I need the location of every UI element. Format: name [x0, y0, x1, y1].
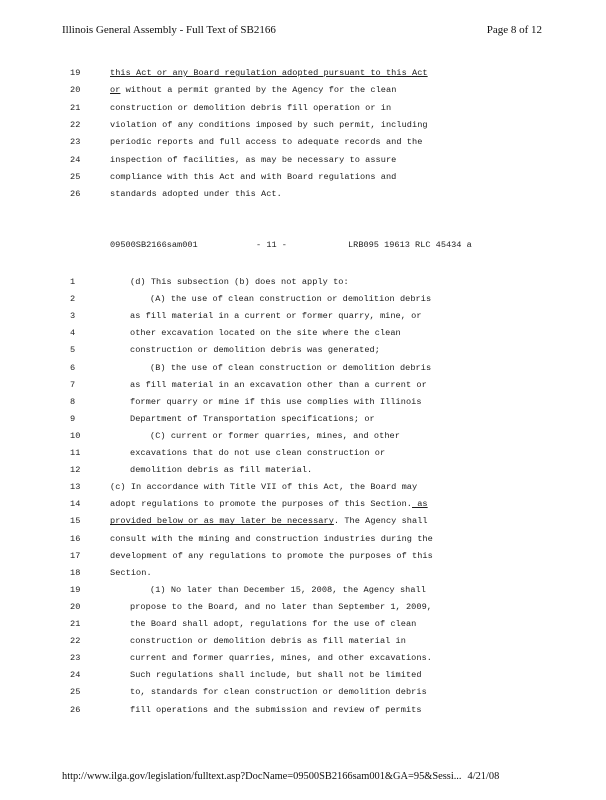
line-text-segment: to, standards for clean construction or demolition debris — [130, 687, 427, 698]
line-text — [110, 549, 433, 563]
line-number: 12 — [70, 465, 81, 476]
line-number: 19 — [70, 68, 81, 78]
footer-url: http://www.ilga.gov/legislation/fulltext.asp?DocName=09500SB2166sam001&GA=95&Sessi... — [62, 771, 462, 782]
line-text — [130, 412, 375, 426]
text-line — [0, 600, 606, 614]
line-text — [110, 497, 428, 511]
underlined-amendment-text: as — [412, 499, 428, 510]
line-text — [130, 634, 406, 648]
line-number: 10 — [70, 430, 81, 441]
line-number: 13 — [70, 482, 81, 493]
text-line — [0, 549, 606, 563]
line-number: 23 — [70, 137, 81, 148]
bill-doc-id: 09500SB2166sam001 — [110, 240, 198, 250]
text-line — [0, 634, 606, 648]
line-text — [110, 83, 396, 97]
bill-page-label: - 11 - — [256, 240, 287, 250]
text-line — [0, 703, 606, 717]
line-text-segment: (c) In accordance with Title VII of this Act, the Board may — [110, 482, 418, 493]
underlined-amendment-text: this Act or any Board regulation adopted pursuant to this Act — [110, 68, 428, 78]
line-number: 18 — [70, 567, 81, 578]
line-number: 4 — [70, 328, 76, 339]
line-text — [110, 135, 422, 149]
text-line — [0, 361, 606, 375]
bill-page-header — [110, 240, 490, 280]
line-text-segment: development of any regulations to promote the purposes of this — [110, 550, 433, 561]
line-number: 11 — [70, 448, 81, 458]
page-header-title: Illinois General Assembly - Full Text of SB2166 — [62, 24, 276, 36]
text-line — [0, 101, 606, 115]
line-text — [130, 309, 422, 323]
line-text-segment: (B) the use of clean construction or demolition debris — [150, 362, 432, 373]
line-text-segment: as fill material in an excavation other than a current or — [130, 379, 427, 390]
line-text — [150, 583, 426, 597]
line-text — [150, 361, 431, 375]
line-text — [110, 187, 282, 201]
line-text — [130, 446, 385, 460]
line-number: 24 — [70, 154, 81, 165]
text-line — [0, 480, 606, 494]
line-text — [110, 101, 391, 115]
text-line — [0, 309, 606, 323]
line-text — [110, 66, 428, 80]
line-number: 26 — [70, 189, 81, 200]
line-number: 7 — [70, 379, 76, 390]
line-text-segment: other excavation located on the site where the clean — [130, 328, 401, 339]
text-line — [0, 412, 606, 426]
text-line — [0, 118, 606, 132]
line-text-segment: periodic reports and full access to adequate records and the — [110, 137, 423, 148]
line-text-segment: violation of any conditions imposed by such permit, including — [110, 119, 428, 130]
text-line — [0, 170, 606, 184]
text-line — [0, 378, 606, 392]
line-text — [110, 170, 396, 184]
text-line — [0, 83, 606, 97]
line-text-segment: construction or demolition debris as fill material in — [130, 636, 406, 647]
line-text-segment: propose to the Board, and no later than September 1, 2009, — [130, 601, 433, 612]
line-text — [130, 651, 432, 665]
text-line — [0, 343, 606, 357]
line-text — [150, 429, 400, 443]
line-text — [130, 463, 312, 477]
text-line — [0, 292, 606, 306]
line-text-segment: without a permit granted by the Agency for the clean — [120, 85, 397, 96]
text-line — [0, 395, 606, 409]
line-text-segment: former quarry or mine if this use complies with Illinois — [130, 396, 422, 407]
line-number: 14 — [70, 499, 81, 510]
line-text — [130, 668, 422, 682]
text-line — [0, 153, 606, 167]
text-line — [0, 275, 606, 289]
line-number: 24 — [70, 670, 81, 681]
text-line — [0, 429, 606, 443]
line-number: 20 — [70, 85, 81, 96]
line-number: 5 — [70, 345, 76, 356]
line-text-segment: Section. — [110, 567, 152, 578]
line-number: 1 — [70, 277, 76, 287]
line-text-segment: (1) No later than December 15, 2008, the Agency shall — [150, 584, 426, 595]
text-line — [0, 187, 606, 201]
line-text-segment: the Board shall adopt, regulations for the use of clean — [130, 619, 417, 629]
text-line — [0, 514, 606, 528]
line-text-segment: consult with the mining and construction industries during the — [110, 533, 433, 544]
text-line — [0, 685, 606, 699]
line-number: 25 — [70, 687, 81, 698]
line-text-segment: . The Agency shall — [333, 516, 428, 527]
line-text-segment: standards adopted under this Act. — [110, 189, 282, 200]
line-text-segment: adopt regulations to promote the purposes of this Section. — [110, 499, 413, 510]
line-number: 15 — [70, 516, 81, 527]
line-text-segment: Such regulations shall include, but shall not be limited — [130, 670, 422, 681]
line-number: 16 — [70, 533, 81, 544]
line-number: 3 — [70, 311, 76, 322]
line-text-segment: fill operations and the submission and review of permits — [130, 704, 422, 715]
line-number: 9 — [70, 413, 76, 424]
line-text-segment: excavations that do not use clean construction or — [130, 448, 386, 458]
line-text — [130, 343, 380, 357]
text-line — [0, 135, 606, 149]
line-number: 20 — [70, 601, 81, 612]
text-line — [0, 326, 606, 340]
line-text-segment: construction or demolition debris was generated; — [130, 345, 380, 356]
line-text — [130, 395, 422, 409]
text-line — [0, 651, 606, 665]
footer-date: 4/21/08 — [467, 771, 500, 782]
line-text — [110, 153, 396, 167]
line-text — [110, 566, 152, 580]
line-text — [130, 600, 432, 614]
line-number: 6 — [70, 362, 76, 373]
line-number: 26 — [70, 704, 81, 715]
page-header-page-number: Page 8 of 12 — [486, 24, 542, 36]
text-line — [0, 617, 606, 631]
line-text — [130, 685, 427, 699]
line-text-segment: as fill material in a current or former quarry, mine, or — [130, 311, 422, 322]
line-number: 23 — [70, 653, 81, 664]
text-line — [0, 668, 606, 682]
line-text — [110, 532, 433, 546]
line-text — [130, 378, 427, 392]
line-number: 21 — [70, 102, 81, 113]
line-text-segment: (A) the use of clean construction or demolition debris — [150, 294, 432, 305]
line-text — [110, 118, 428, 132]
line-text — [150, 292, 431, 306]
text-line — [0, 446, 606, 460]
text-line — [0, 463, 606, 477]
line-text-segment: inspection of facilities, as may be necessary to assure — [110, 154, 397, 165]
line-number: 22 — [70, 119, 81, 130]
line-number: 17 — [70, 550, 81, 561]
underlined-amendment-text: provided below or as may later be necessary — [110, 516, 334, 527]
line-text-segment: demolition debris as fill material. — [130, 465, 313, 476]
line-text-segment: compliance with this Act and with Board regulations and — [110, 171, 397, 182]
bill-lrb-number: LRB095 19613 RLC 45434 a — [348, 240, 472, 250]
page-footer — [62, 771, 499, 782]
line-text — [130, 275, 349, 289]
line-number: 19 — [70, 584, 81, 595]
text-line — [0, 583, 606, 597]
line-text — [110, 514, 428, 528]
line-text — [110, 480, 417, 494]
line-number: 25 — [70, 171, 81, 182]
line-text — [130, 703, 422, 717]
line-text-segment: Department of Transportation specifications; or — [130, 413, 375, 424]
text-line — [0, 566, 606, 580]
text-line — [0, 497, 606, 511]
line-text — [130, 617, 416, 631]
line-text-segment: (C) current or former quarries, mines, and other — [150, 430, 400, 441]
line-number: 22 — [70, 636, 81, 647]
underlined-amendment-text: or — [110, 85, 121, 96]
line-number: 21 — [70, 619, 81, 629]
line-text-segment: construction or demolition debris fill operation or in — [110, 102, 392, 113]
line-text — [130, 326, 401, 340]
line-number: 8 — [70, 396, 76, 407]
text-line — [0, 66, 606, 80]
text-line — [0, 532, 606, 546]
line-text-segment: current and former quarries, mines, and other excavations. — [130, 653, 433, 664]
line-text-segment: (d) This subsection (b) does not apply to: — [130, 277, 349, 287]
line-number: 2 — [70, 294, 76, 305]
